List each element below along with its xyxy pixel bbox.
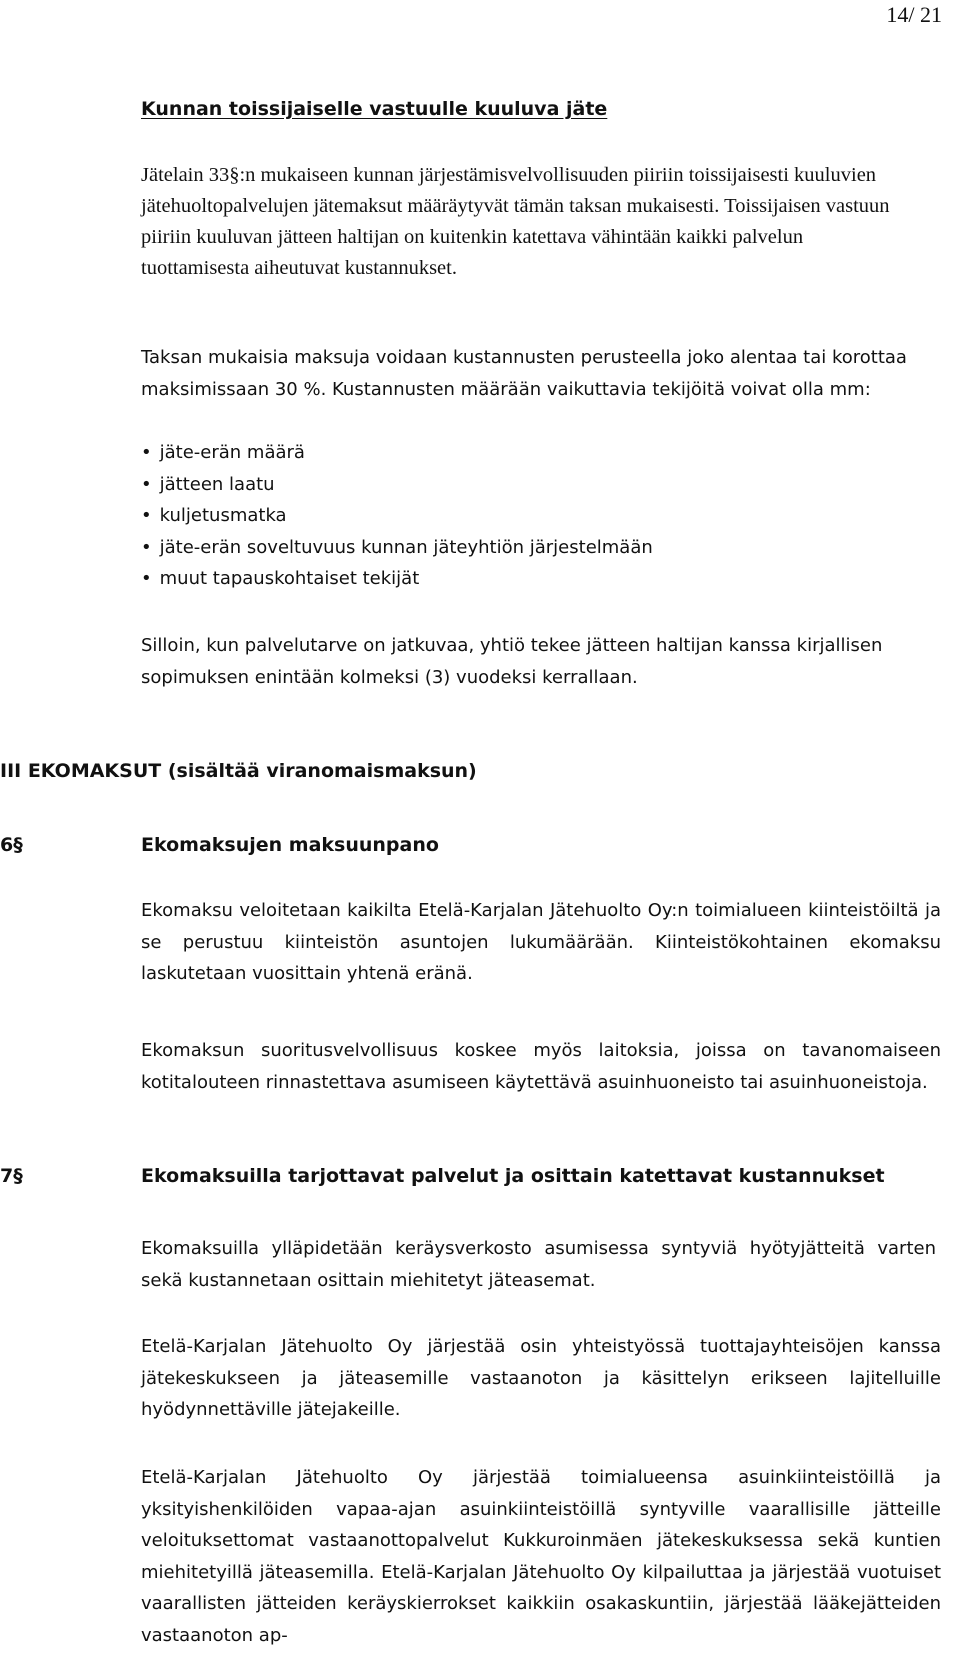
article-number: 6§ <box>0 834 23 856</box>
paragraph-6-1: Ekomaksu veloitetaan kaikilta Etelä-Karjalan Jätehuolto Oy:n toimialueen kiinteistöiltä ja se perustuu kiinteistön asuntojen lukumäärään. Kiinteistökohtainen ekomaksu laskutetaan vuosittain yhtenä eränä. <box>141 900 941 984</box>
page-number: 14/ 21 <box>886 2 942 27</box>
list-item: • muut tapauskohtaiset tekijät <box>141 563 941 595</box>
article-title: Ekomaksuilla tarjottavat palvelut ja osittain katettavat kustannukset <box>141 1165 885 1187</box>
section-heading-ekomaksut: III EKOMAKSUT (sisältää viranomaismaksun) <box>0 760 477 782</box>
paragraph-7-2: Etelä-Karjalan Jätehuolto Oy järjestää osin yhteistyössä tuottajayhteisöjen kanssa jätekeskukseen ja jäteasemille vastaanoton ja käsittelyn erikseen lajitelluille hyödynnettäville jätejakeille. <box>141 1336 941 1420</box>
paragraph-7-1: Ekomaksuilla ylläpidetään keräysverkosto asumisessa syntyviä hyötyjätteitä varten sekä kustannetaan osittain miehitetyt jäteasemat. <box>141 1238 936 1291</box>
list-item: • kuljetusmatka <box>141 500 941 532</box>
paragraph-6-2: Ekomaksun suoritusvelvollisuus koskee myös laitoksia, joissa on tavanomaiseen kotitalouteen rinnastettava asumiseen käytettävä asuinhuoneisto tai asuinhuoneistoja. <box>141 1040 941 1093</box>
list-item: • jätteen laatu <box>141 469 941 501</box>
article-number: 7§ <box>0 1165 23 1187</box>
paragraph-7-3: Etelä-Karjalan Jätehuolto Oy järjestää toimialueensa asuinkiinteistöillä ja yksityishenkilöiden vapaa-ajan asuinkiinteistöillä syntyville vaarallisille jätteille veloituksettomat vastaanottopalvelut Kukkuroinmäen jätekeskuksessa sekä kuntien miehitetyillä jäteasemilla. Etelä-Karjalan Jätehuolto Oy kilpailuttaa ja järjestää vuotuiset vaarallisten jätteiden keräyskierrokset kaikkiin osakaskuntiin, järjestää lääkejätteiden vastaanoton ap- <box>141 1467 941 1646</box>
article-title: Ekomaksujen maksuunpano <box>141 834 439 856</box>
paragraph-secondary-3: Silloin, kun palvelutarve on jatkuvaa, yhtiö tekee jätteen haltijan kanssa kirjallisen sopimuksen enintään kolmeksi (3) vuodeksi kerrallaan. <box>141 635 883 688</box>
list-item: • jäte-erän määrä <box>141 437 941 469</box>
paragraph-secondary-1: Jätelain 33§:n mukaiseen kunnan järjestämisvelvollisuuden piiriin toissijaisesti kuuluvien jätehuoltopalvelujen jätemaksut määräytyvät tämän taksan mukaisesti. Toissijaisen vastuun piiriin kuuluvan jätteen haltijan on kuitenkin katettava vähintään kaikki palvelun tuottamisesta aiheutuvat kustannukset. <box>141 164 890 279</box>
cost-factor-list <box>141 437 941 595</box>
paragraph-secondary-2: Taksan mukaisia maksuja voidaan kustannusten perusteella joko alentaa tai korottaa maksimissaan 30 %. Kustannusten määrään vaikuttavia tekijöitä voivat olla mm: <box>141 347 907 400</box>
article-heading-6 <box>0 834 439 856</box>
section-heading-secondary-waste: Kunnan toissijaiselle vastuulle kuuluva jäte <box>141 98 608 120</box>
list-item: • jäte-erän soveltuvuus kunnan jäteyhtiön järjestelmään <box>141 532 941 564</box>
article-heading-7 <box>0 1165 885 1187</box>
